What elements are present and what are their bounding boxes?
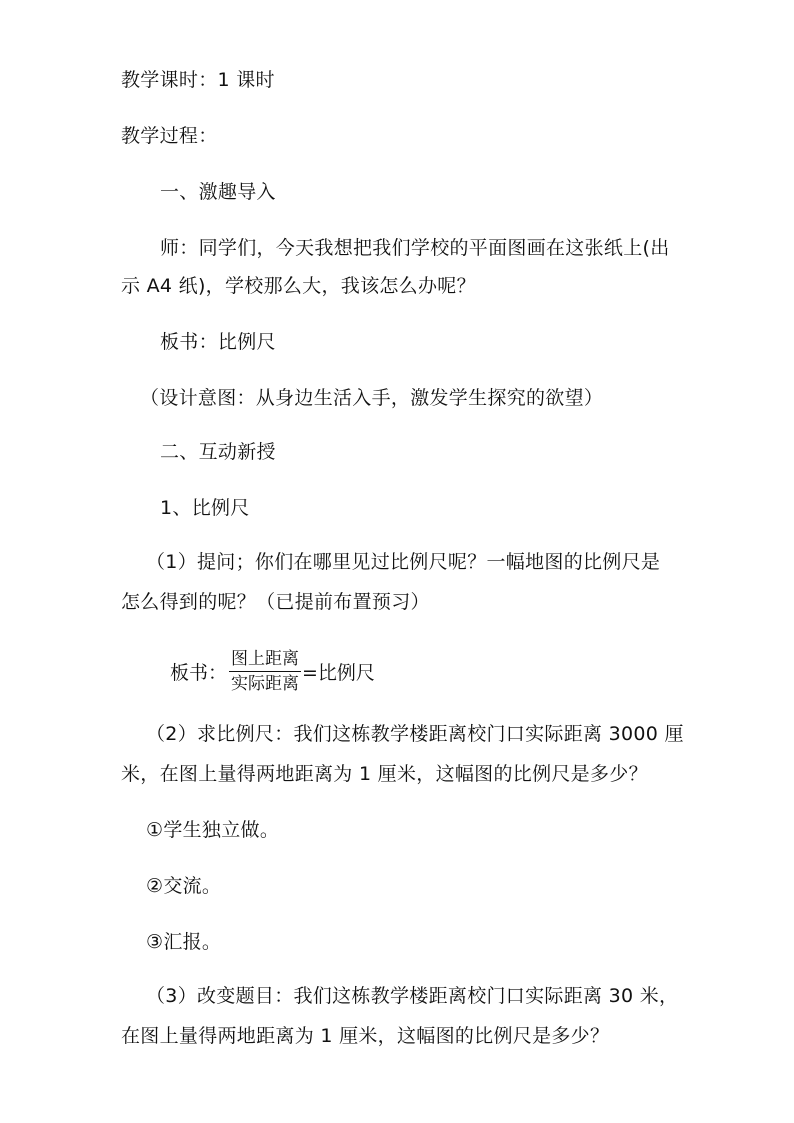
scale-formula [170,643,375,699]
question-1-line-1: （1）提问；你们在哪里见过比例尺呢？一幅地图的比例尺是 [146,551,661,573]
section-2-heading: 二、互动新授 [160,441,276,463]
teacher-intro-line-1: 师：同学们，今天我想把我们学校的平面图画在这张纸上(出 [160,237,670,259]
formula-fraction [229,649,301,694]
class-hours-line: 教学课时：1 课时 [121,69,275,91]
board-note-scale: 板书：比例尺 [160,331,276,353]
question-1-line-2: 怎么得到的呢？（已提前布置预习） [121,591,430,613]
section-1-heading: 一、激趣导入 [160,181,276,203]
step-independent-work: ①学生独立做。 [146,819,280,841]
teaching-process-heading: 教学过程： [121,125,218,147]
formula-denominator: 实际距离 [231,673,300,694]
design-intent-note: （设计意图：从身边生活入手，激发学生探究的欲望） [140,387,604,409]
formula-numerator: 图上距离 [229,649,301,672]
step-report: ③汇报。 [146,931,222,953]
question-2-line-2: 米，在图上量得两地距离为 1 厘米，这幅图的比例尺是多少？ [121,763,648,785]
subsection-1-heading: 1、比例尺 [160,497,250,519]
formula-result: =比例尺 [302,661,375,684]
step-exchange: ②交流。 [146,875,222,897]
question-3-line-2: 在图上量得两地距离为 1 厘米，这幅图的比例尺是多少？ [121,1025,610,1047]
formula-label: 板书： [170,661,228,684]
question-2-line-1: （2）求比例尺：我们这栋教学楼距离校门口实际距离 3000 厘 [146,723,684,745]
question-3-line-1: （3）改变题目：我们这栋教学楼距离校门口实际距离 30 米， [146,985,679,1007]
teacher-intro-line-2: 示 A4 纸)，学校那么大，我该怎么办呢？ [121,275,476,297]
